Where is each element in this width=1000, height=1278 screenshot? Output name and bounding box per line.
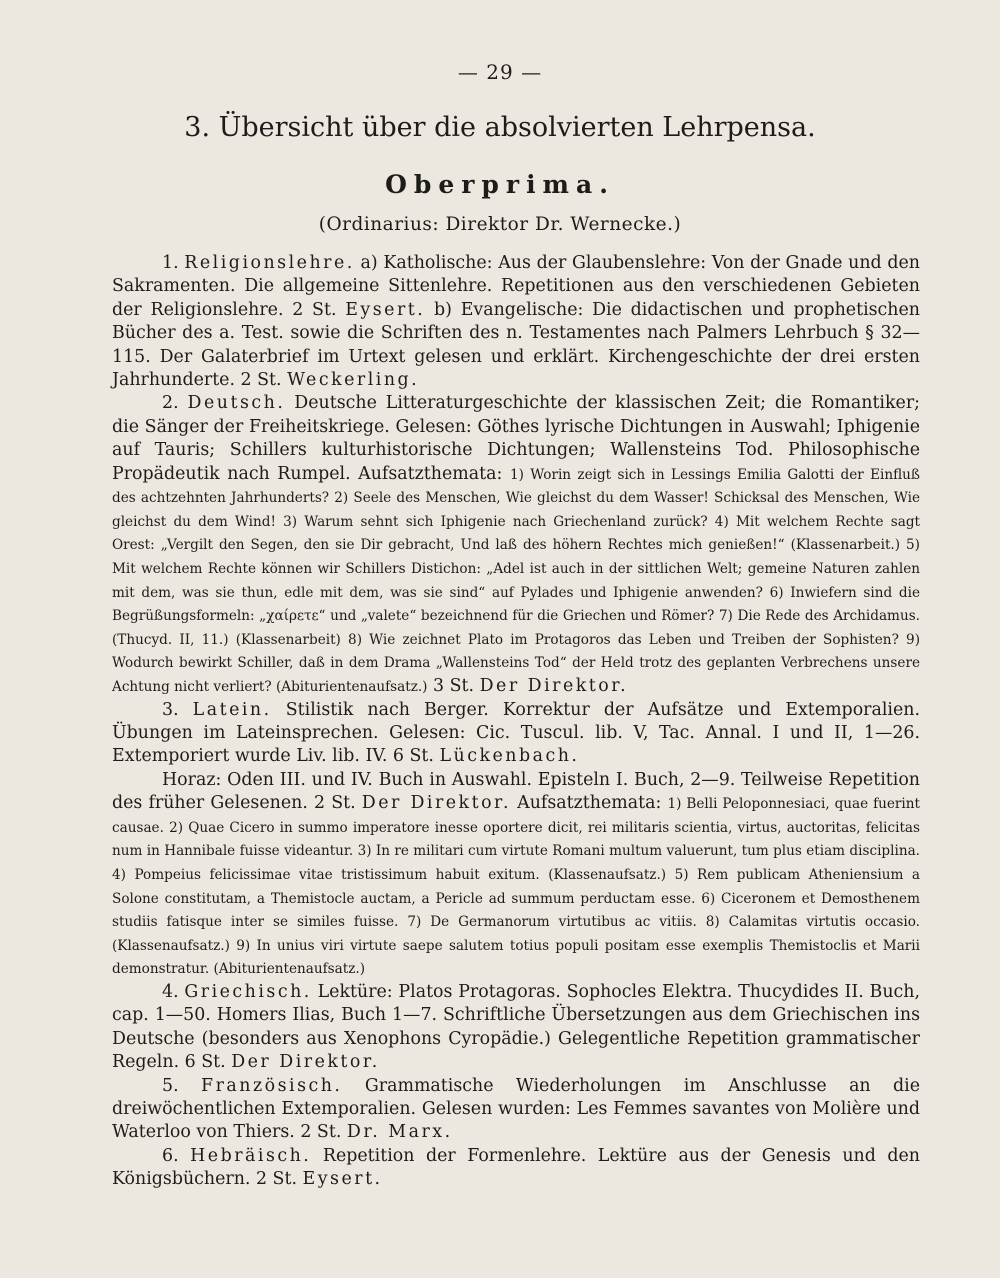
subject-latein-horaz bbox=[112, 769, 920, 981]
subject-name: Griechisch. bbox=[184, 981, 312, 1002]
subject-latein bbox=[112, 699, 920, 769]
teacher-name: Der Direktor. bbox=[231, 1052, 380, 1073]
subject-franzoesisch bbox=[112, 1075, 920, 1145]
subject-hebraeisch bbox=[112, 1145, 920, 1192]
subject-text: b) Evangelische: Die didactischen und prophetischen Bücher des a. Test. sowie die Schriften des n. Testamentes nach Palmers Lehrbuch § 32—115. Der Galaterbrief im Urtext gelesen und erklärt. Kirchengeschichte der drei ersten Jahrhunderte. 2 St. bbox=[112, 299, 920, 391]
subject-text: Stilistik nach Berger. Korrektur der Aufsätze und Extemporalien. Übungen im Lateinsprechen. Gelesen: Cic. Tuscul. lib. V, Tac. Annal. I und II, 1—26. Extemporiert wurde Liv. lib. IV. 6 St. bbox=[112, 699, 920, 767]
section-title: 3. Übersicht über die absolvierten Lehrpensa. bbox=[184, 112, 816, 143]
class-heading: Oberprima. bbox=[385, 170, 615, 199]
subject-text: Lektüre: Platos Protagoras. Sophocles Elektra. Thucydides II. Buch, cap. 1—50. Homers Ilias, Buch 1—7. Schriftliche Übersetzungen aus dem Griechischen ins Deutsche (besonders aus Xenophons Cyropädie.) Gelegentliche Repetition grammatischer Regeln. 6 St. bbox=[112, 981, 920, 1073]
subject-text: Deutsche Litteraturgeschichte der klassischen Zeit; die Romantiker; die Sänger der Freiheitskriege. Gelesen: Göthes lyrische Dichtungen in Auswahl; Iphigenie auf Tauris; Schillers kulturhistorische Dichtungen; Wallensteins Tod. Philosophische Propädeutik nach Rumpel. bbox=[112, 393, 921, 484]
teacher-name: Eysert. bbox=[345, 299, 426, 320]
teacher-name: Weckerling. bbox=[287, 370, 420, 391]
essay-themes: 1) Worin zeigt sich in Lessings Emilia Galotti der Einfluß des achtzehnten Jahrhunderts? 2) Seele des Menschen, Wie gleichst du dem Wasser! Schicksal des Menschen, Wie gleichst du dem Wind! 3) Warum sehnt sich Iphigenie nach Griechenland zurück? 4) Mit welchem Rechte sagt Orest: „Vergilt den Segen, den sie Dir gebracht, Und laß des höhern Rechtes mich genießen!“ (Klassenarbeit.) 5) Mit welchem Rechte können wir Schillers Distichon: „Adel ist auch in der sittlichen Welt; gemeine Naturen zahlen mit dem, was sie thun, edle mit dem, was sie sind“ auf Pylades und Iphigenie anwenden? 6) Inwiefern sind die Begrüßungsformeln: „χαίρετε“ und „valete“ bezeichnend für die Griechen und Römer? 7) Die Rede des Archidamus. (Thucyd. II, 11.) (Klassenarbeit) 8) Wie zeichnet Plato im Protagoros das Leben und Treiben der Sophisten? 9) Wodurch bewirkt Schiller, daß in dem Drama „Wallensteins Tod“ der Held trotz des geplanten Verbrechens unsere Achtung nicht verliert? (Abiturientenaufsatz.) bbox=[112, 466, 921, 695]
ordinarius-line: (Ordinarius: Direktor Dr. Wernecke.) bbox=[318, 214, 682, 235]
subject-number: 6. bbox=[162, 1145, 179, 1166]
subject-name: Französisch. bbox=[201, 1075, 343, 1096]
subject-deutsch bbox=[112, 392, 920, 698]
themes-label: Aufsatzthemata: bbox=[358, 463, 503, 484]
hours: 3 St. bbox=[433, 676, 475, 696]
subject-number: 5. bbox=[162, 1075, 179, 1096]
subject-name: Religionslehre. bbox=[184, 253, 355, 273]
subject-number: 3. bbox=[162, 699, 179, 720]
subject-text: Horaz: Oden III. und IV. Buch in Auswahl. Episteln I. Buch, 2—9. Teilweise Repetition des früher Gelesenen. 2 St. bbox=[112, 769, 920, 814]
teacher-name: Dr. Marx. bbox=[346, 1122, 453, 1143]
subject-number: 1. bbox=[162, 253, 179, 273]
teacher-name: Der Direktor. bbox=[479, 676, 629, 696]
subject-text: Repetition der Formenlehre. Lektüre aus der Genesis und den Königsbüchern. 2 St. bbox=[112, 1145, 920, 1190]
subject-griechisch bbox=[112, 981, 920, 1075]
subject-number: 4. bbox=[162, 981, 179, 1002]
subject-text: a) Katholische: Aus der Glaubenslehre: Von der Gnade und den Sakramenten. Die allgemeine Sittenlehre. Repetitionen aus den verschiedenen Gebieten der Religionslehre. 2 St. bbox=[112, 253, 920, 320]
subject-number: 2. bbox=[162, 393, 179, 414]
subject-name: Hebräisch. bbox=[190, 1145, 312, 1166]
subject-name: Deutsch. bbox=[187, 393, 286, 414]
teacher-name: Lückenbach. bbox=[439, 746, 580, 767]
page-number: — 29 — bbox=[457, 60, 543, 84]
subject-text: Grammatische Wiederholungen im Anschlusse an die dreiwöchentlichen Extemporalien. Gelesen wurden: Les Femmes savantes von Molière und Waterloo von Thiers. 2 St. bbox=[112, 1075, 921, 1143]
essay-themes: 1) Belli Peloponnesiaci, quae fuerint causae. 2) Quae Cicero in summo imperatore inesse oportere dicit, rei militaris scientia, virtus, auctoritas, felicitas num in Hannibale fuisse videantur. 3) In re militari cum virtute Romani multum valuerunt, tum plus etiam disciplina. 4) Pompeius felicissimae vitae tristissimum habuit exitum. (Klassenaufsatz.) 5) Rem publicam Atheniensium a Solone constitutam, a Themistocle auctam, a Pericle ad summum perductam esse. 6) Ciceronem et Demosthenem studiis fatisque inter se similes fuisse. 7) De Germanorum virtutibus ac vitiis. 8) Calamitas virtutis occasio. (Klassenaufsatz.) 9) In unius viri virtute saepe salutem totius populi positam esse exemplis Themistoclis et Marii demonstratur. (Abiturientenaufsatz.) bbox=[112, 796, 920, 978]
subject-religion bbox=[112, 252, 920, 392]
subject-name: Latein. bbox=[192, 699, 272, 720]
teacher-name: Der Direktor. bbox=[361, 793, 511, 814]
curriculum-body bbox=[112, 252, 920, 1192]
teacher-name: Eysert. bbox=[302, 1169, 383, 1190]
themes-label: Aufsatzthemata: bbox=[517, 793, 662, 814]
